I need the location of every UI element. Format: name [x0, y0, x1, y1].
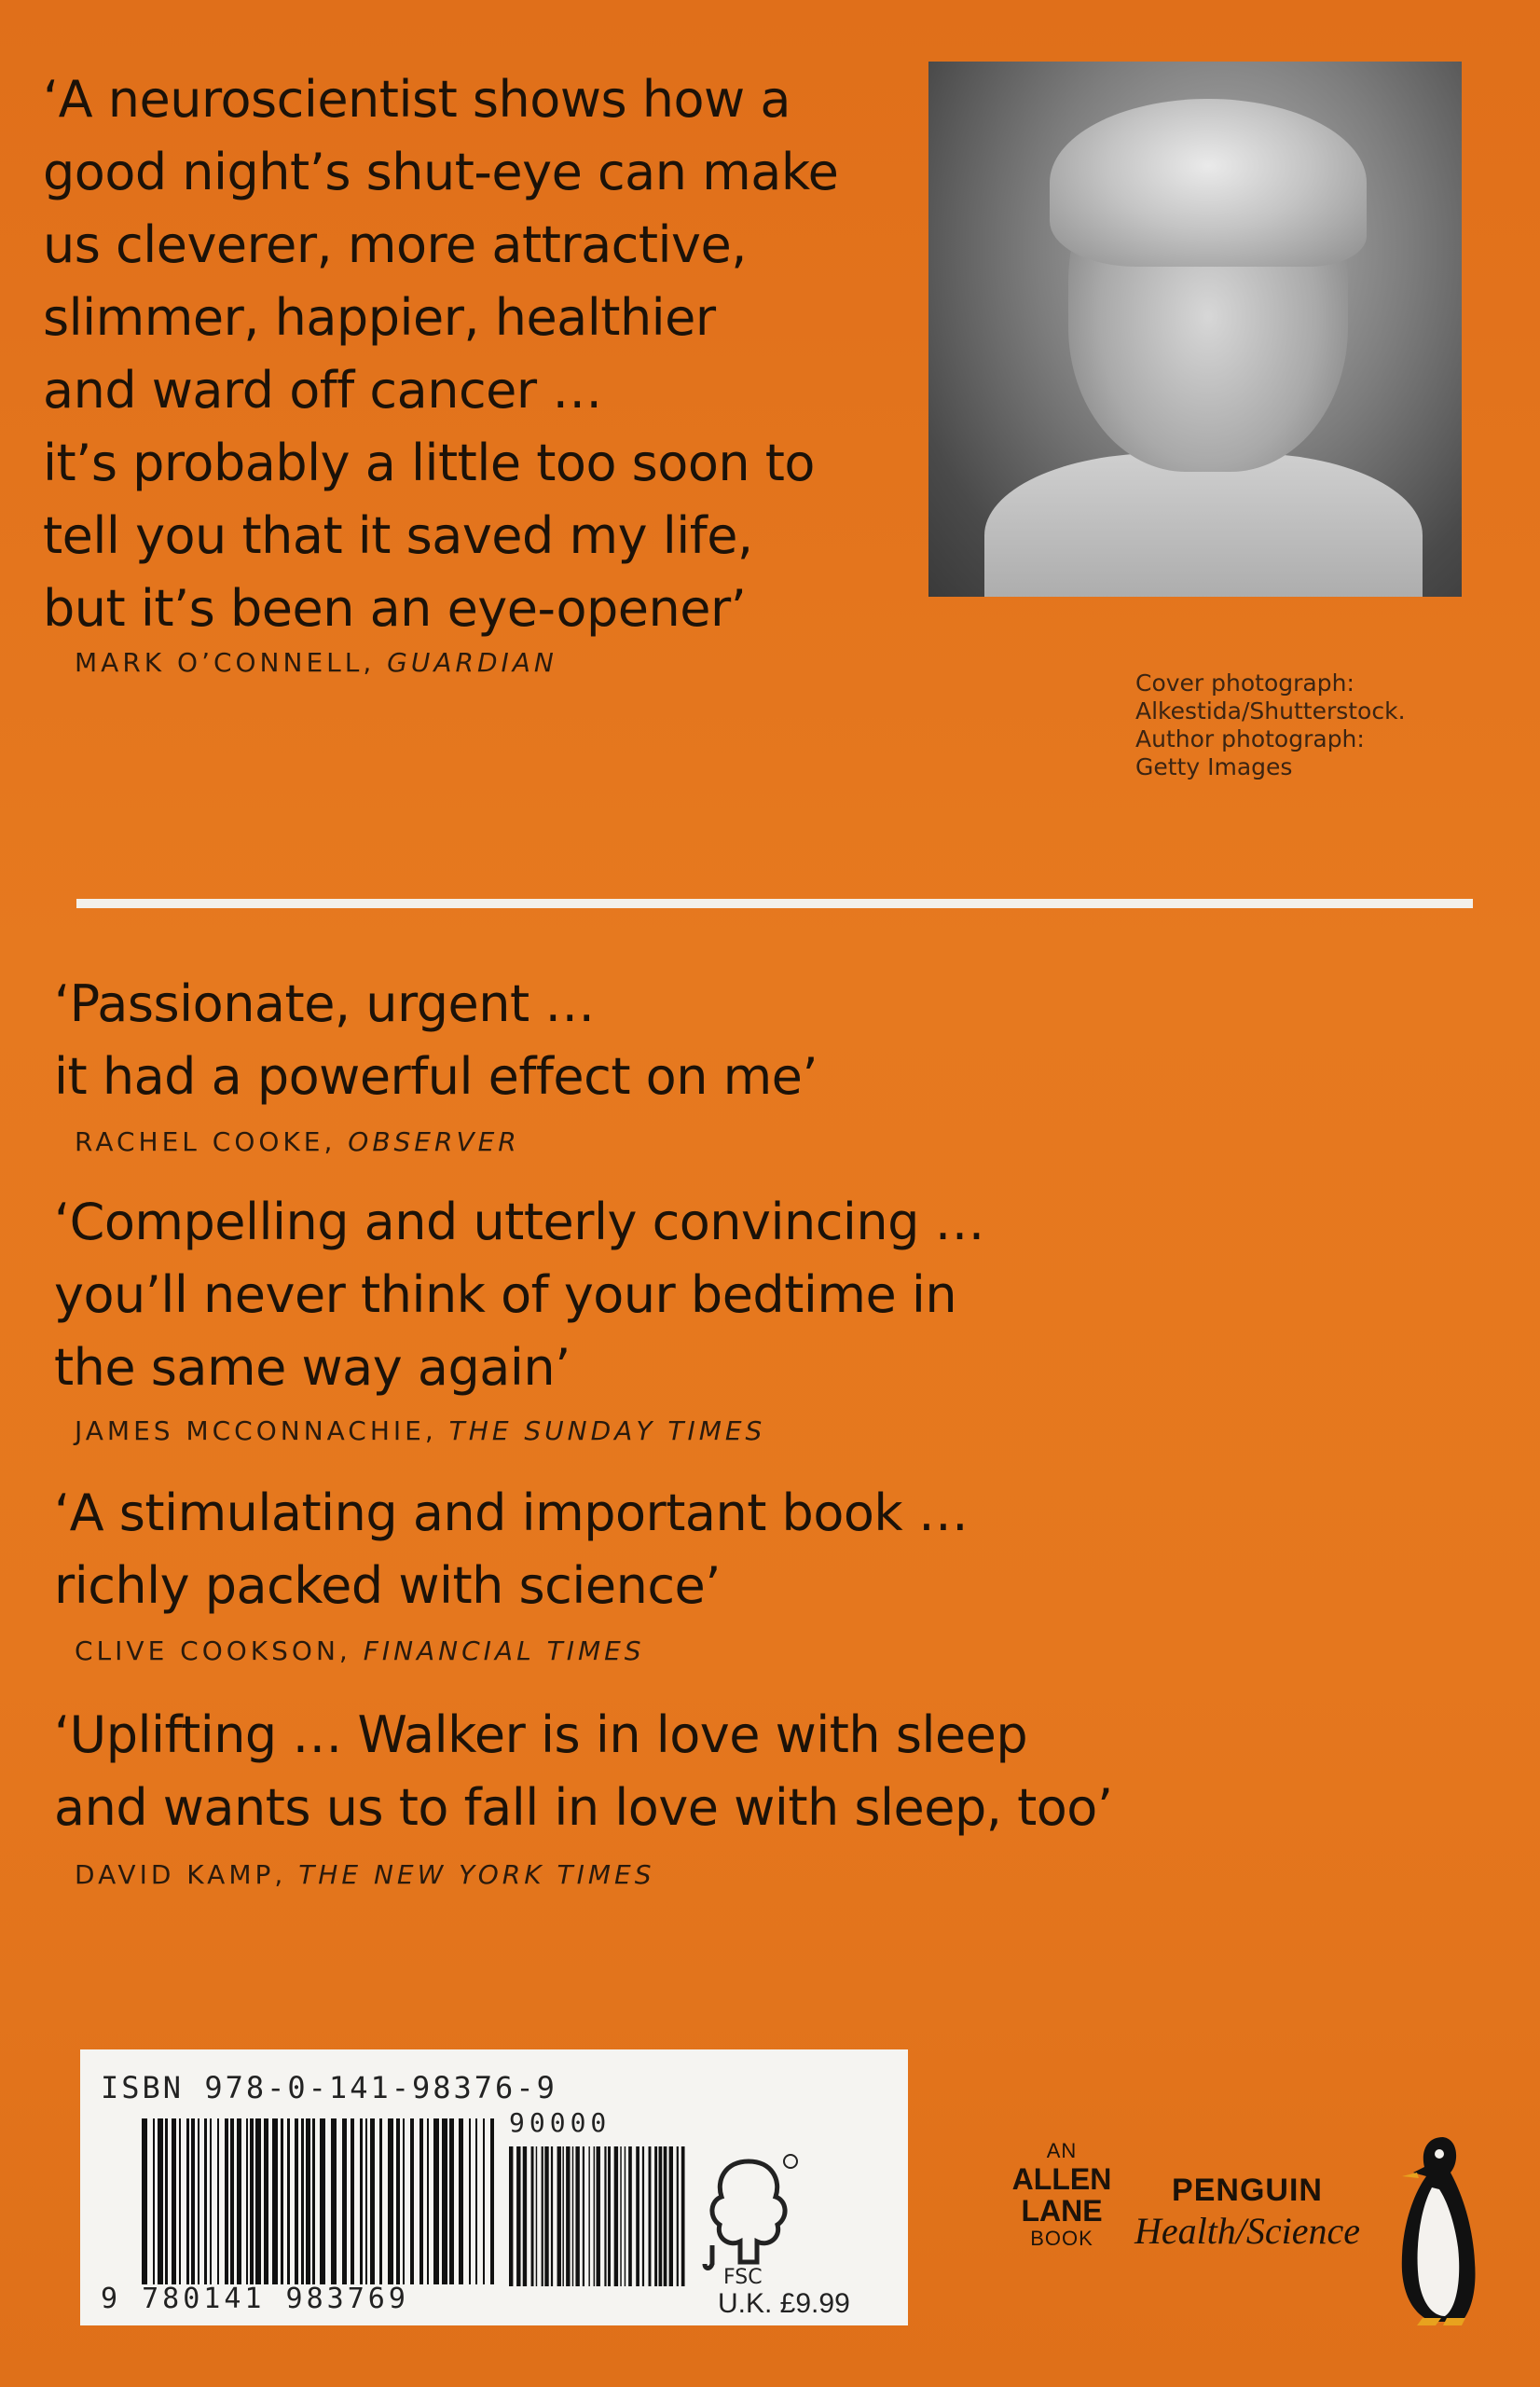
barcode-bar — [360, 2118, 363, 2284]
barcode-bar — [642, 2146, 644, 2286]
barcode-bar — [379, 2118, 382, 2284]
attribution-publication: THE NEW YORK TIMES — [298, 1859, 655, 1890]
quote-cooke-attribution — [75, 1126, 520, 1157]
barcode-bar — [459, 2118, 463, 2284]
supplement-barcode — [509, 2146, 686, 2286]
barcode-bar — [295, 2118, 298, 2284]
barcode-bar — [370, 2118, 375, 2284]
barcode-bar — [153, 2118, 155, 2284]
barcode-bar — [523, 2146, 527, 2286]
barcode-bar — [620, 2146, 621, 2286]
penguin-brand — [1126, 2173, 1368, 2253]
quote-kamp: ‘Uplifting … Walker is in love with sleep and wants us to fall in love with sleep, too’ — [54, 1705, 1113, 1837]
attribution-publication: OBSERVER — [348, 1126, 520, 1157]
barcode-bar — [433, 2118, 439, 2284]
barcode-bar — [320, 2118, 325, 2284]
barcode-bar — [469, 2118, 471, 2284]
attribution-publication: GUARDIAN — [387, 647, 557, 678]
barcode-bar — [562, 2146, 563, 2286]
quote-oconnell: ‘A neuroscientist shows how a good night’s shut-eye can make us cleverer, more attractive, slimmer, happier, healthier and ward off cancer … it’s probably a little too soon to tell you that it saved my life, but it’s been an eye-opener’ — [43, 70, 839, 638]
barcode-bar — [636, 2146, 639, 2286]
barcode-bar — [237, 2118, 241, 2284]
barcode-bar — [442, 2118, 447, 2284]
attribution-publication: FINANCIAL TIMES — [363, 1635, 645, 1666]
barcode-bar — [557, 2146, 561, 2286]
supplement-digits: 90000 — [509, 2107, 612, 2138]
barcode-bar — [669, 2146, 673, 2286]
fsc-tree-icon — [697, 2152, 800, 2273]
imprint-allen: ALLEN — [1011, 2162, 1112, 2196]
barcode-bar — [475, 2118, 477, 2284]
barcode-bar — [536, 2146, 537, 2286]
isbn-label: ISBN 978-0-141-98376-9 — [101, 2070, 557, 2105]
barcode-bar — [614, 2146, 618, 2286]
attribution-author: CLIVE COOKSON, — [75, 1635, 351, 1666]
barcode-bar — [681, 2146, 685, 2286]
barcode-bar — [597, 2146, 600, 2286]
barcode-bar — [608, 2146, 611, 2286]
barcode-bar — [281, 2118, 283, 2284]
photo-credits: Cover photograph: Alkestida/Shutterstock. Author photograph: Getty Images — [1135, 669, 1406, 780]
penguin-logo-icon — [1395, 2132, 1480, 2327]
penguin-series: Health/Science — [1134, 2210, 1361, 2252]
divider-rule — [76, 899, 1473, 908]
barcode-bar — [583, 2146, 584, 2286]
imprint-an: AN — [1046, 2139, 1078, 2162]
barcode-bar — [542, 2146, 543, 2286]
barcode-bar — [396, 2118, 400, 2284]
barcode-bar — [250, 2118, 254, 2284]
barcode-bar — [625, 2146, 626, 2286]
quote-cookson-attribution — [75, 1635, 645, 1666]
barcode-bar — [677, 2146, 679, 2286]
barcode-bar — [483, 2118, 485, 2284]
barcode-bar — [198, 2118, 199, 2284]
barcode-bar — [628, 2146, 632, 2286]
barcode-bar — [365, 2118, 367, 2284]
price: U.K. £9.99 — [718, 2288, 850, 2319]
allen-lane-imprint — [992, 2139, 1132, 2251]
barcode-bar — [575, 2146, 579, 2286]
barcode-bar — [225, 2118, 228, 2284]
quote-kamp-attribution — [75, 1859, 655, 1890]
isbn-barcode — [142, 2118, 498, 2284]
barcode-bar — [255, 2118, 261, 2284]
imprint-book: BOOK — [1030, 2227, 1093, 2250]
attribution-author: DAVID KAMP, — [75, 1859, 287, 1890]
barcode-bar — [449, 2118, 454, 2284]
barcode-bar — [351, 2118, 354, 2284]
attribution-author: MARK O’CONNELL, — [75, 647, 376, 678]
attribution-author: JAMES MCCONNACHIE, — [75, 1415, 437, 1446]
barcode-bar — [306, 2118, 310, 2284]
barcode-bar — [419, 2118, 423, 2284]
barcode-bar — [342, 2118, 347, 2284]
barcode-bar — [142, 2118, 147, 2284]
attribution-author: RACHEL COOKE, — [75, 1126, 337, 1157]
barcode-bar — [158, 2118, 163, 2284]
barcode-bar — [531, 2146, 534, 2286]
attribution-publication: THE SUNDAY TIMES — [448, 1415, 766, 1446]
barcode-bar — [301, 2118, 304, 2284]
quote-mcconnachie-attribution — [75, 1415, 765, 1446]
barcode-bar — [410, 2118, 414, 2284]
quote-mcconnachie: ‘Compelling and utterly convincing … you’ll never think of your bedtime in the same way again’ — [54, 1193, 985, 1397]
fsc-label: FSC — [723, 2266, 763, 2289]
barcode-bar — [572, 2146, 573, 2286]
barcode-bar — [179, 2118, 181, 2284]
barcode-bar — [204, 2118, 207, 2284]
barcode-bar — [246, 2118, 248, 2284]
barcode-bar — [230, 2118, 234, 2284]
barcode-bar — [664, 2146, 667, 2286]
barcode-bar — [509, 2146, 513, 2286]
barcode-bar — [427, 2118, 429, 2284]
barcode-bar — [654, 2146, 657, 2286]
quote-cookson: ‘A stimulating and important book … richly packed with science’ — [54, 1483, 969, 1615]
barcode-bar — [566, 2146, 570, 2286]
barcode-bar — [272, 2118, 278, 2284]
barcode-bar — [217, 2118, 219, 2284]
barcode-panel — [80, 2049, 908, 2325]
barcode-bar — [191, 2118, 195, 2284]
quote-cooke: ‘Passionate, urgent … it had a powerful effect on me’ — [54, 974, 818, 1106]
barcode-bar — [264, 2118, 268, 2284]
barcode-bar — [516, 2146, 520, 2286]
barcode-bar — [287, 2118, 290, 2284]
barcode-bar — [551, 2146, 553, 2286]
barcode-bar — [312, 2118, 315, 2284]
barcode-bar — [544, 2146, 548, 2286]
barcode-bar — [210, 2118, 212, 2284]
author-photo — [928, 62, 1462, 597]
imprint-lane: LANE — [1021, 2194, 1103, 2228]
barcode-bar — [648, 2146, 651, 2286]
barcode-bar — [490, 2118, 494, 2284]
barcode-digits: 9 780141 983769 — [101, 2283, 409, 2315]
quote-oconnell-attribution — [75, 647, 557, 678]
barcode-bar — [588, 2146, 589, 2286]
barcode-bar — [594, 2146, 595, 2286]
barcode-bar — [659, 2146, 663, 2286]
barcode-bar — [331, 2118, 337, 2284]
barcode-bar — [403, 2118, 405, 2284]
barcode-bar — [604, 2146, 606, 2286]
barcode-bar — [165, 2118, 168, 2284]
penguin-name: PENGUIN — [1172, 2173, 1323, 2208]
barcode-bar — [388, 2118, 393, 2284]
barcode-bar — [186, 2118, 189, 2284]
barcode-bar — [172, 2118, 176, 2284]
